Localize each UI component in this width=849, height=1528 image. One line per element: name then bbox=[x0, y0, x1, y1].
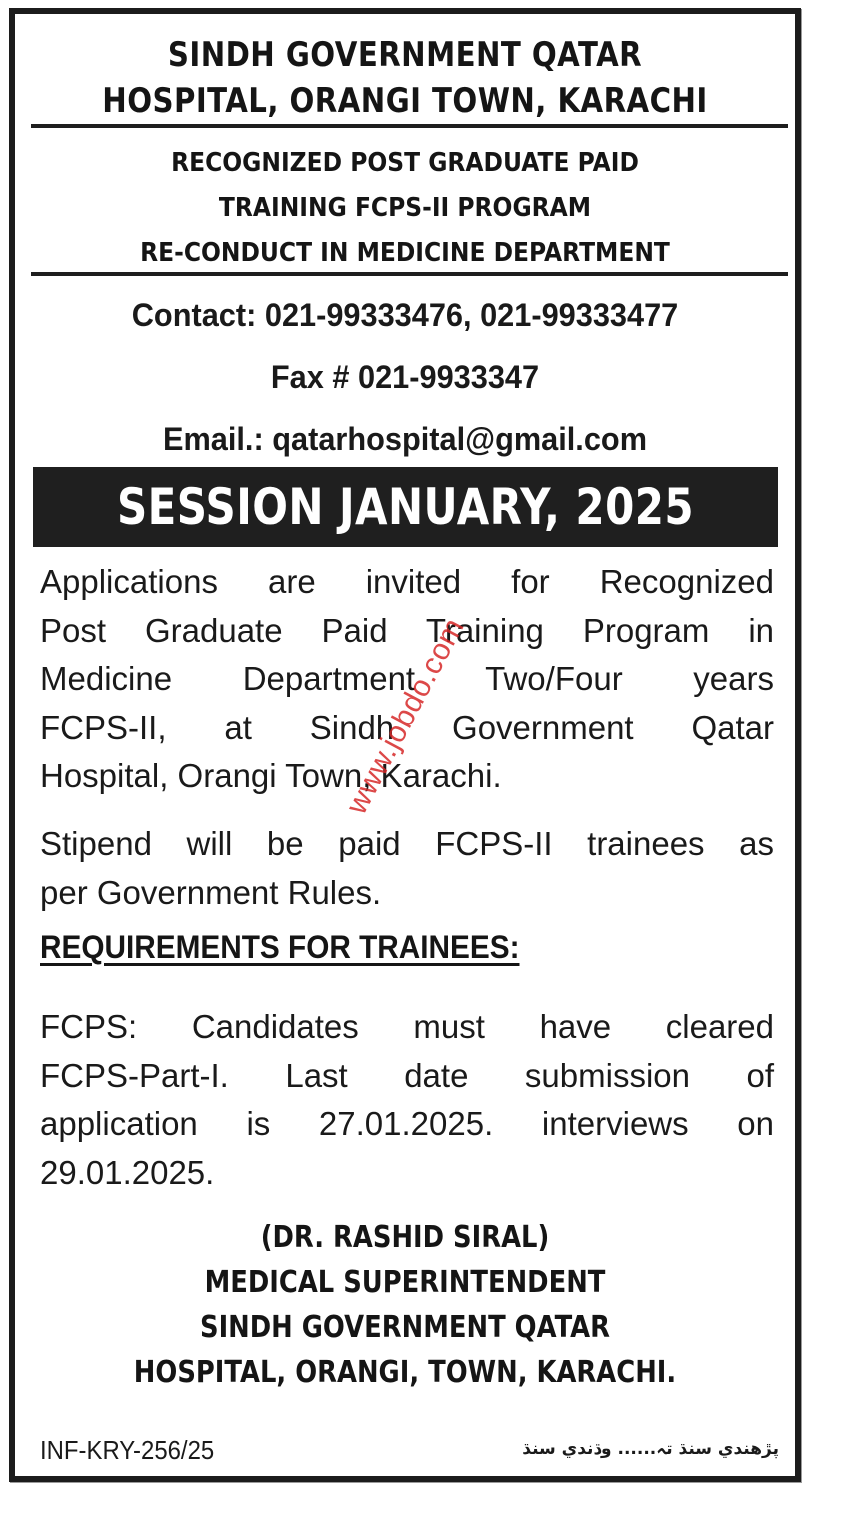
reference-code: INF-KRY-256/25 bbox=[40, 1435, 215, 1465]
sindhi-slogan: پڙهندي سنڌ تہ...... وڌندي سنڌ bbox=[522, 1439, 779, 1459]
intro-line: Hospital, Orangi Town, Karachi. bbox=[40, 757, 502, 794]
watermark-text: www.jobdo.com bbox=[340, 612, 471, 820]
program-line-3: RE-CONDUCT IN MEDICINE DEPARTMENT bbox=[140, 238, 670, 268]
signature-designation: MEDICAL SUPERINTENDENT bbox=[204, 1265, 606, 1300]
header-divider bbox=[31, 124, 788, 128]
requirements-line: 29.01.2025. bbox=[40, 1153, 215, 1191]
contact-phone-wrap bbox=[15, 299, 795, 331]
contact-email: Email.: qatarhospital@gmail.com bbox=[162, 421, 648, 457]
intro-line: Applications are invited for Recognized bbox=[40, 563, 774, 600]
session-banner-text: SESSION JANUARY, 2025 bbox=[116, 478, 695, 536]
program-line-2: TRAINING FCPS-II PROGRAM bbox=[218, 193, 592, 223]
requirements-paragraph bbox=[40, 1003, 774, 1197]
intro-paragraph bbox=[40, 558, 774, 801]
header-title-line-1: SINDH GOVERNMENT QATAR bbox=[167, 35, 643, 75]
signature-org-line-1-wrap bbox=[15, 1310, 795, 1345]
signature-name-wrap bbox=[15, 1220, 795, 1255]
signature-name: (DR. RASHID SIRAL) bbox=[260, 1220, 550, 1255]
intro-line: FCPS-II, at Sindh Government Qatar bbox=[40, 708, 774, 746]
signature-designation-wrap bbox=[15, 1265, 795, 1300]
header-title-line-1-wrap bbox=[15, 35, 795, 75]
header-title-line-2: HOSPITAL, ORANGI TOWN, KARACHI bbox=[102, 81, 708, 121]
header-title-line-2-wrap bbox=[15, 81, 795, 121]
program-line-1-wrap bbox=[15, 150, 795, 176]
program-line-1: RECOGNIZED POST GRADUATE PAID bbox=[171, 148, 639, 178]
program-divider bbox=[31, 272, 788, 276]
signature-org-line-1: SINDH GOVERNMENT QATAR bbox=[199, 1310, 611, 1345]
program-line-2-wrap bbox=[15, 195, 795, 221]
requirements-line: application is 27.01.2025. interviews on bbox=[40, 1105, 774, 1142]
intro-line: Medicine Department Two/Four years bbox=[40, 660, 774, 697]
contact-email-wrap bbox=[15, 423, 795, 455]
stipend-line: Stipend will be paid FCPS-II trainees as bbox=[40, 825, 774, 862]
signature-org-line-2: HOSPITAL, ORANGI, TOWN, KARACHI. bbox=[133, 1355, 677, 1390]
requirements-line: FCPS: Candidates must have cleared bbox=[40, 1008, 774, 1045]
contact-fax-wrap bbox=[15, 361, 795, 393]
program-line-3-wrap bbox=[15, 240, 795, 266]
stipend-line: per Government Rules. bbox=[40, 873, 382, 911]
session-banner bbox=[33, 467, 778, 547]
contact-fax: Fax # 021-9933347 bbox=[270, 359, 540, 395]
requirements-heading: REQUIREMENTS FOR TRAINEES: bbox=[40, 929, 520, 965]
contact-phone: Contact: 021-99333476, 021-99333477 bbox=[131, 297, 679, 333]
requirements-line: FCPS-Part-I. Last date submission of bbox=[40, 1056, 774, 1094]
intro-line: Post Graduate Paid Training Program in bbox=[40, 611, 774, 649]
signature-org-line-2-wrap bbox=[15, 1355, 795, 1390]
stipend-paragraph bbox=[40, 820, 774, 917]
advertisement-frame bbox=[9, 8, 801, 1482]
